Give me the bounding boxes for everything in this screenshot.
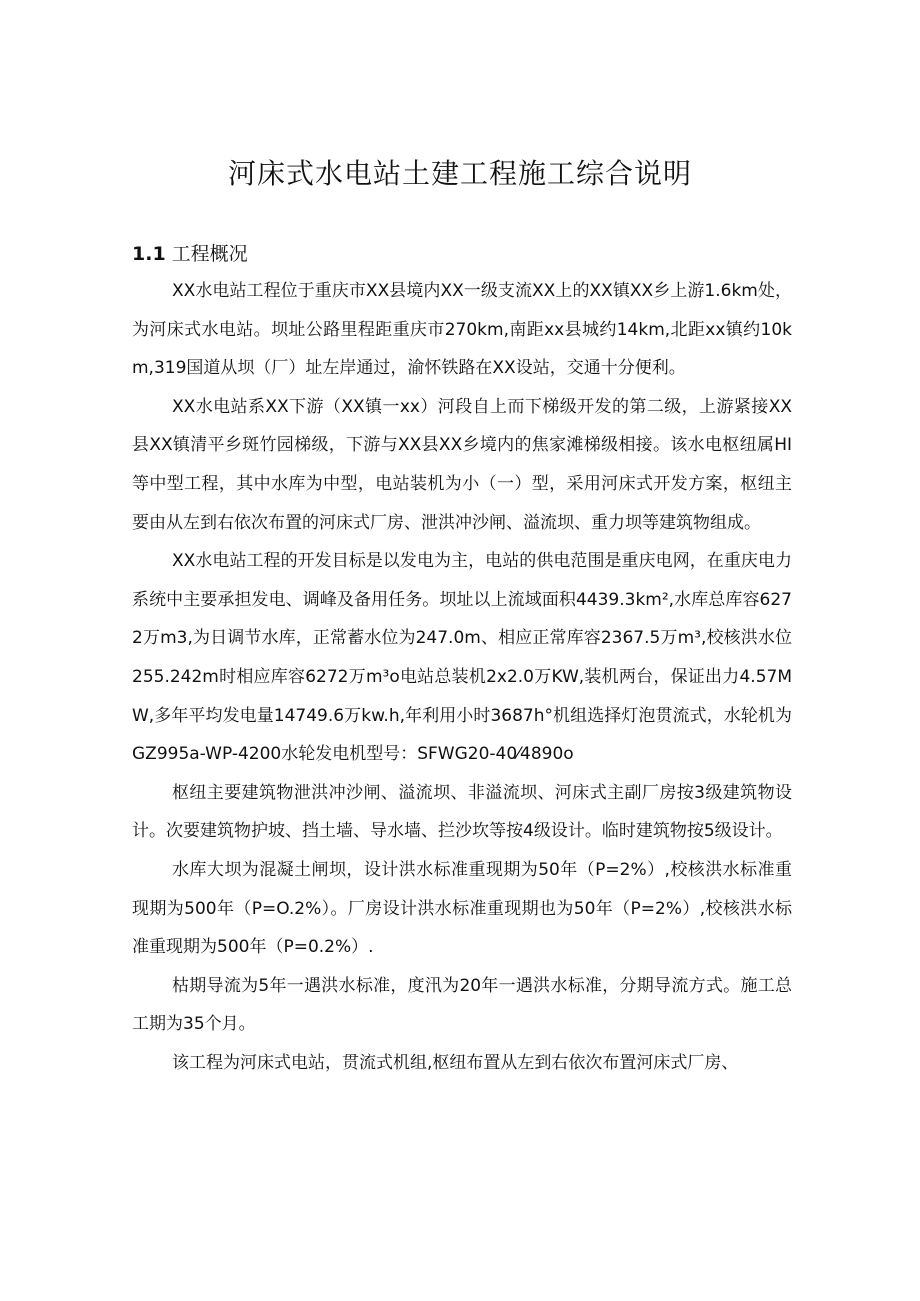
paragraph-objectives: XX水电站工程的开发目标是以发电为主，电站的供电范围是重庆电网，在重庆电力系统中主要承担发电、调峰及备用任务。坝址以上流域面积4439.3km²,水库总库容6272万m3,为日调节水库，正常蓄水位为247.0m、相应正常库容2367.5万m³,校核洪水位255.242m时相应库容6272万m³o电站总装机2x2.0万KW,装机两台，保证出力4.57MW,多年平均发电量14749.6万kw.h,年利用小时3687h°机组选择灯泡贯流式，水轮机为GZ995a-WP-4200水轮发电机型号：SFWG20-40⁄4890o [132,551,792,765]
paragraph-diversion: 枯期导流为5年一遇洪水标准，度汛为20年一遇洪水标准，分期导流方式。施工总工期为35个月。 [132,975,792,1035]
section-title: 工程概况 [171,243,248,265]
paragraph-location: XX水电站工程位于重庆市XX县境内XX一级支流XX上的XX镇XX乡上游1.6km处，为河床式水电站。坝址公路里程距重庆市270km,南距xx县城约14km,北距xx镇约10km,319国道从坝（厂）址左岸通过，渝怀铁路在XX设站，交通十分便利。 [132,281,792,379]
paragraph-cascade: XX水电站系XX下游（XX镇一xx）河段自上而下梯级开发的第二级，上游紧接XX县XX镇清平乡斑竹园梯级，下游与XX县XX乡境内的焦家滩梯级相接。该水电枢纽属HI等中型工程，其中水库为中型，电站装机为小（一）型，采用河床式开发方案，枢纽主要由从左到右依次布置的河床式厂房、泄洪冲沙闸、溢流坝、重力坝等建筑物组成。 [132,396,792,533]
paragraph-layout: 该工程为河床式电站，贯流式机组,枢纽布置从左到右依次布置河床式厂房、 [172,1052,739,1073]
paragraph-flood-standards: 水库大坝为混凝土闸坝，设计洪水标准重现期为50年（P=2%）,校核洪水标准重现期为500年（P=O.2%）。厂房设计洪水标准重现期也为50年（P=2%）,校核洪水标准重现期为500年（P=0.2%）. [132,859,792,958]
document-body [132,272,792,1082]
paragraph-building-grades: 枢纽主要建筑物泄洪冲沙闸、溢流坝、非溢流坝、河床式主副厂房按3级建筑物设计。次要建筑物护坡、挡土墙、导水墙、拦沙坎等按4级设计。临时建筑物按5级设计。 [132,782,792,842]
document-title: 河床式水电站土建工程施工综合说明 [227,157,692,190]
section-number: 1.1 [132,243,166,265]
section-heading [132,240,248,268]
